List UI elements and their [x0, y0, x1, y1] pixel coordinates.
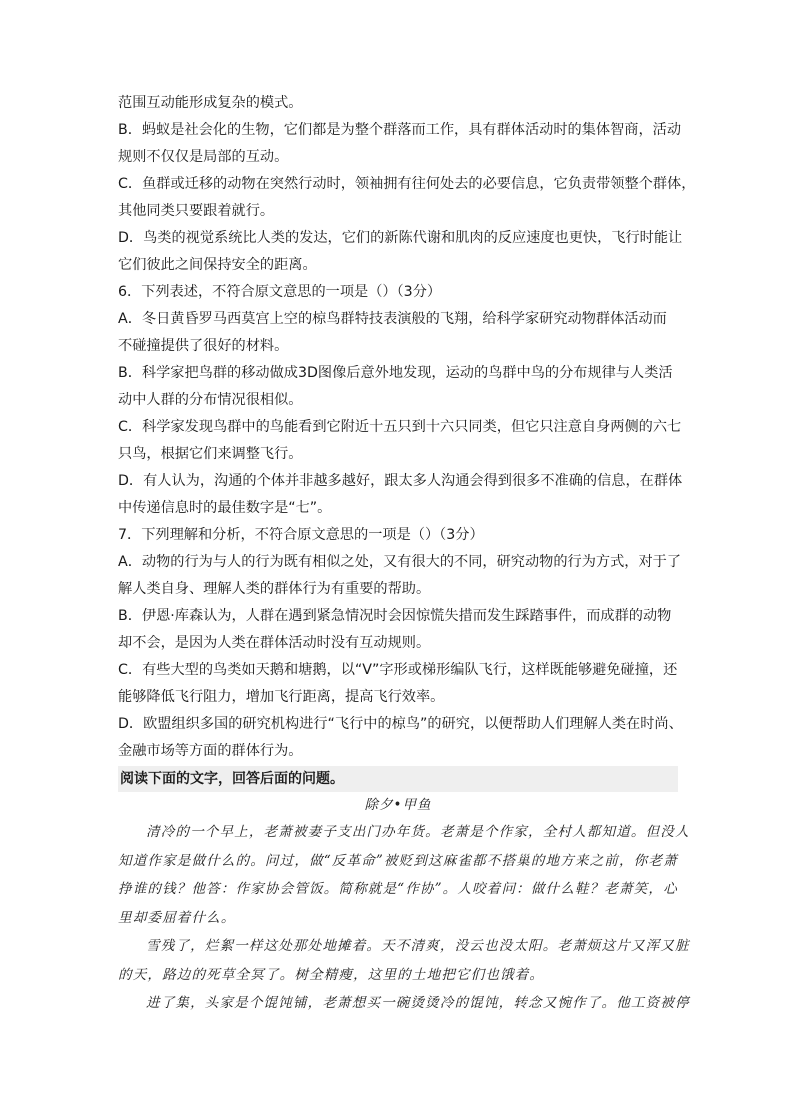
option-b-line: B．蚂蚁是社会化的生物，它们都是为整个群落而工作，具有群体活动时的集体智商，活动: [118, 122, 682, 138]
reading-passage: [118, 792, 690, 1018]
document-content: [118, 90, 696, 1018]
text-line: 只鸟，根据它们来调整飞行。: [118, 446, 303, 462]
text-line: 它们彼此之间保持安全的距离。: [118, 257, 317, 273]
text-line: 不碰撞提供了很好的材料。: [118, 338, 289, 354]
option-a-line: A．动物的行为与人的行为既有相似之处，又有很大的不同，研究动物的行为方式，对于了: [118, 554, 682, 570]
option-d-line: D．鸟类的视觉系统比人类的发达，它们的新陈代谢和肌肉的反应速度也更快，飞行时能让: [118, 230, 683, 246]
text-line: 却不会，是因为人类在群体活动时没有互动规则。: [118, 635, 431, 651]
passage-line: 雪残了，烂絮一样这处那处地摊着。天不清爽，没云也没太阳。老萧烦这片又浑又脏: [146, 938, 690, 954]
text-line: 动中人群的分布情况很相似。: [118, 392, 303, 408]
text-line: 金融市场等方面的群体行为。: [118, 743, 303, 759]
passage-line: 挣谁的钱？他答：作家协会管饭。简称就是“作协”。人咬着问：做什么鞋？老萧笑，心: [118, 881, 678, 897]
question-6: 6．下列表述，不符合原文意思的一项是（）（3分）: [118, 284, 442, 300]
option-a-line: A．冬日黄昏罗马西莫宫上空的椋鸟群特技表演般的飞翔，给科学家研究动物群体活动而: [118, 311, 667, 327]
option-c-line: C．科学家发现鸟群中的鸟能看到它附近十五只到十六只同类，但它只注意自身两侧的六七: [118, 419, 682, 435]
text-line: 解人类自身、理解人类的群体行为有重要的帮助。: [118, 581, 431, 597]
option-c-line: C．鱼群或迁移的动物在突然行动时，领袖拥有往何处去的必要信息，它负责带领整个群体，: [118, 176, 696, 192]
passage-title: 除夕•甲鱼: [364, 797, 432, 813]
passage-line: 清冷的一个早上，老萧被妻子支出门办年货。老萧是个作家，全村人都知道。但没人: [146, 824, 690, 840]
passage-line: 进了集，头家是个馄饨铺，老萧想买一碗烫烫冷的馄饨，转念又惋作了。他工资被停: [146, 995, 690, 1011]
passage-line: 里却委屈着什么。: [118, 909, 236, 926]
option-b-line: B．伊恩·库森认为，人群在遇到紧急情况时会因惊慌失措而发生踩踏事件，而成群的动物: [118, 608, 672, 624]
text-line: 其他同类只要跟着就行。: [118, 203, 275, 219]
text-line: 能够降低飞行阻力，增加飞行距离，提高飞行效率。: [118, 689, 445, 705]
passage-line: 知道作家是做什么的。问过，做“反革命”被贬到这麻雀都不搭巢的地方来之前，你老萧: [118, 852, 678, 869]
option-d-line: D．有人认为，沟通的个体并非越多越好，跟太多人沟通会得到很多不准确的信息，在群体: [118, 473, 683, 489]
text-line: 中传递信息时的最佳数字是“七”。: [118, 500, 332, 516]
text-line: 规则不仅仅是局部的互动。: [118, 149, 289, 165]
question-7: 7．下列理解和分析，不符合原文意思的一项是（）（3分）: [118, 527, 484, 543]
option-d-line: D．欧盟组织多国的研究机构进行“飞行中的椋鸟”的研究，以便帮助人们理解人类在时尚、: [118, 716, 683, 732]
option-c-line: C．有些大型的鸟类如天鹅和塘鹅，以“V”字形或梯形编队飞行，这样既能够避免碰撞，还: [118, 662, 678, 678]
text-line: 范围互动能形成复杂的模式。: [118, 95, 303, 111]
option-b-line: B．科学家把鸟群的移动做成3D图像后意外地发现，运动的鸟群中鸟的分布规律与人类活: [118, 365, 673, 381]
section-header: 阅读下面的文字，回答后面的问题。: [118, 766, 678, 792]
passage-line: 的天，路边的死草全冥了。树全精瘦，这里的土地把它们也饿着。: [118, 966, 545, 983]
